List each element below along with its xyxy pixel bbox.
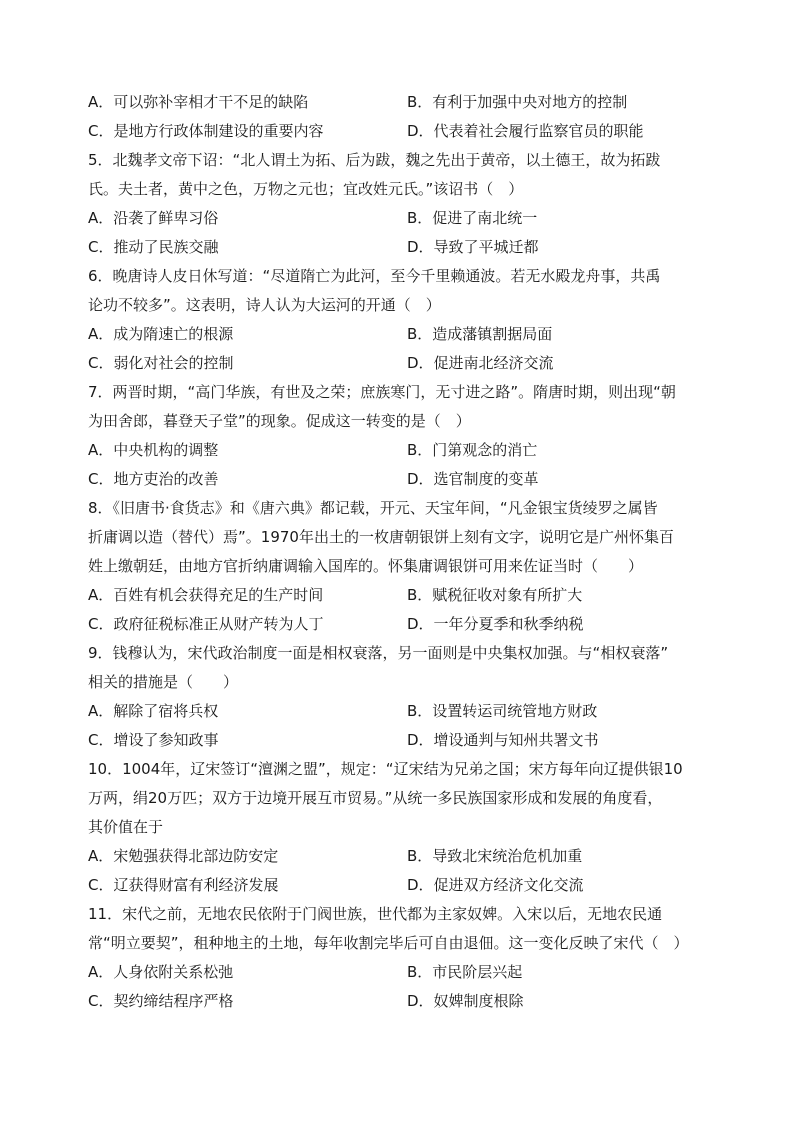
answer-option: D．导致了平城迁都 <box>407 238 539 256</box>
answer-option: B．促进了南北统一 <box>407 209 538 227</box>
answer-option: C．增设了参知政事 <box>88 731 219 749</box>
question-text-line: 氏。夫土者，黄中之色，万物之元也；宜改姓元氏。”该诏书（ ） <box>88 180 524 198</box>
answer-option: C．政府征税标准正从财产转为人丁 <box>88 615 324 633</box>
answer-option: D．促进南北经济交流 <box>407 354 554 372</box>
answer-options-row <box>88 697 713 726</box>
answer-option: D．选官制度的变革 <box>407 470 539 488</box>
answer-option: B．设置转运司统管地方财政 <box>407 702 598 720</box>
answer-options-row <box>88 726 713 755</box>
answer-option: B．门第观念的消亡 <box>407 441 538 459</box>
answer-options-row <box>88 842 713 871</box>
answer-option: D．促进双方经济文化交流 <box>407 876 584 894</box>
exam-page <box>88 88 713 1016</box>
question-text-line: 10．1004年，辽宋签订“澶渊之盟”，规定：“辽宋结为兄弟之国；宋方每年向辽提供银10 <box>88 760 683 778</box>
answer-option: A．沿袭了鲜卑习俗 <box>88 209 219 227</box>
answer-options-row <box>88 349 713 378</box>
answer-options-row <box>88 871 713 900</box>
answer-options-row <box>88 581 713 610</box>
answer-options-row <box>88 958 713 987</box>
question-text-line: 论功不较多”。这表明，诗人认为大运河的开通（ ） <box>88 296 441 314</box>
answer-options-row <box>88 233 713 262</box>
answer-option: A．百姓有机会获得充足的生产时间 <box>88 586 324 604</box>
answer-options-row <box>88 117 713 146</box>
answer-option: C．是地方行政体制建设的重要内容 <box>88 122 324 140</box>
answer-option: B．造成藩镇割据局面 <box>407 325 553 343</box>
question-text-line: 5．北魏孝文帝下诏：“北人谓土为拓、后为跋，魏之先出于黄帝，以土德王，故为拓跋 <box>88 151 661 169</box>
answer-options-row <box>88 465 713 494</box>
answer-option: B．导致北宋统治危机加重 <box>407 847 583 865</box>
question-text-line: 其价值在于 <box>88 818 164 836</box>
question-text-line: 9．钱穆认为，宋代政治制度一面是相权衰落，另一面则是中央集权加强。与“相权衰落” <box>88 644 669 662</box>
question-text-line: 万两，绢20万匹；双方于边境开展互市贸易。”从统一多民族国家形成和发展的角度看， <box>88 789 663 807</box>
question-text-line: 常“明立要契”，租种地主的土地，每年收割完毕后可自由退佃。这一变化反映了宋代（ ） <box>88 934 689 952</box>
answer-option: C．辽获得财富有利经济发展 <box>88 876 279 894</box>
question-text-line: 姓上缴朝廷，由地方官折纳庸调输入国库的。怀集庸调银饼可用来佐证当时（ ） <box>88 557 644 575</box>
answer-option: D．增设通判与知州共署文书 <box>407 731 599 749</box>
question-text-line: 6．晚唐诗人皮日休写道：“尽道隋亡为此河，至今千里赖通波。若无水殿龙舟事，共禹 <box>88 267 661 285</box>
answer-options-row <box>88 204 713 233</box>
question-text-line: 为田舍郎，暮登天子堂”的现象。促成这一转变的是（ ） <box>88 412 471 430</box>
answer-option: C．推动了民族交融 <box>88 238 219 256</box>
question-text-line: 8．《旧唐书·食货志》和《唐六典》都记载，开元、天宝年间，“凡金银宝货绫罗之属皆 <box>88 499 658 517</box>
answer-option: B．有利于加强中央对地方的控制 <box>407 93 628 111</box>
answer-option: B．市民阶层兴起 <box>407 963 523 981</box>
answer-option: B．赋税征收对象有所扩大 <box>407 586 583 604</box>
answer-option: D．奴婢制度根除 <box>407 992 524 1010</box>
answer-option: D．代表着社会履行监察官员的职能 <box>407 122 644 140</box>
question-text-line: 11．宋代之前，无地农民依附于门阀世族，世代都为主家奴婢。入宋以后，无地农民通 <box>88 905 663 923</box>
question-text-line: 7．两晋时期，“高门华族，有世及之荣；庶族寒门，无寸进之路”。隋唐时期，则出现“朝 <box>88 383 676 401</box>
answer-option: A．成为隋速亡的根源 <box>88 325 234 343</box>
answer-options-row <box>88 987 713 1016</box>
answer-option: A．解除了宿将兵权 <box>88 702 219 720</box>
answer-option: A．中央机构的调整 <box>88 441 219 459</box>
question-text-line: 折庸调以造（替代）焉”。1970年出土的一枚唐朝银饼上刻有文字，说明它是广州怀集百 <box>88 528 674 546</box>
answer-option: A．宋勉强获得北部边防安定 <box>88 847 279 865</box>
answer-option: A．人身依附关系松弛 <box>88 963 234 981</box>
answer-option: C．契约缔结程序严格 <box>88 992 234 1010</box>
answer-option: C．弱化对社会的控制 <box>88 354 234 372</box>
answer-option: D．一年分夏季和秋季纳税 <box>407 615 584 633</box>
answer-option: A．可以弥补宰相才干不足的缺陷 <box>88 93 309 111</box>
question-text-line: 相关的措施是（ ） <box>88 673 239 691</box>
answer-options-row <box>88 436 713 465</box>
answer-option: C．地方吏治的改善 <box>88 470 219 488</box>
answer-options-row <box>88 610 713 639</box>
answer-options-row <box>88 88 713 117</box>
answer-options-row <box>88 320 713 349</box>
